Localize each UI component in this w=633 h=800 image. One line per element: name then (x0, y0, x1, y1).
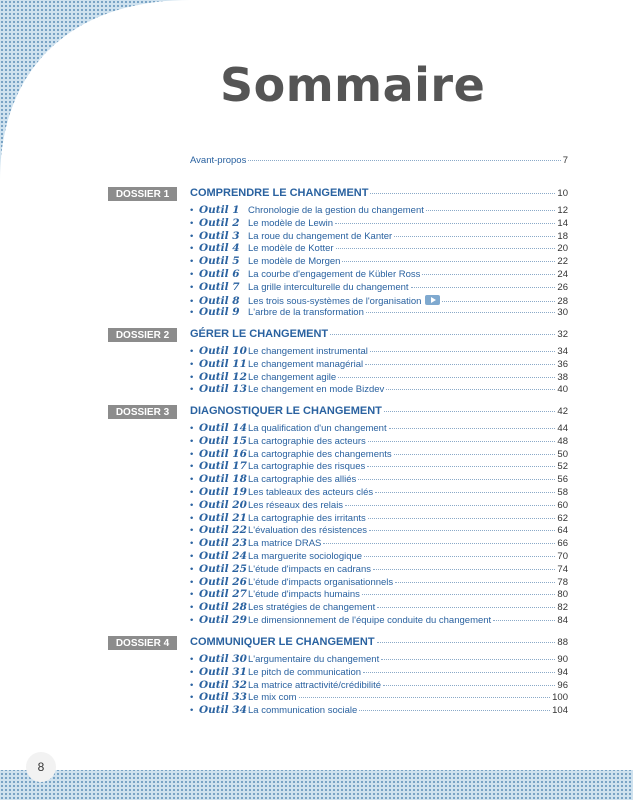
outil-page: 96 (557, 679, 568, 691)
dot-leader (493, 620, 555, 621)
dot-leader (394, 236, 555, 237)
outil-page: 50 (557, 448, 568, 460)
outil-title: L'évaluation des résistences (248, 525, 368, 537)
dot-leader (395, 582, 555, 583)
bullet-icon: • (190, 230, 194, 242)
outil-tag: Outil 22 (199, 524, 247, 537)
bullet-icon: • (190, 307, 194, 319)
outil-page: 52 (557, 461, 568, 473)
outil-tag: Outil 16 (199, 447, 247, 460)
dossier-page: 42 (557, 406, 568, 417)
entry-title: Avant-propos (190, 155, 247, 166)
toc-entry-outil[interactable] (190, 524, 568, 537)
outil-tag: Outil 15 (199, 434, 247, 447)
outil-tag: Outil 33 (199, 691, 247, 704)
dossier-title: COMPRENDRE LE CHANGEMENT (190, 187, 369, 199)
toc-entry-outil[interactable] (190, 601, 568, 614)
toc-entry-outil[interactable] (190, 704, 568, 717)
dot-leader (422, 274, 555, 275)
outil-page: 70 (557, 551, 568, 562)
outil-title: Le changement en mode Bizdev (248, 384, 385, 396)
outil-title: La cartographie des acteurs (248, 435, 366, 447)
toc-entry-outil[interactable] (190, 499, 568, 512)
outil-tag: Outil 20 (199, 498, 247, 511)
outil-title: Le changement agile (248, 371, 337, 383)
outil-title: La roue du changement de Kanter (248, 230, 393, 242)
dot-leader (358, 479, 555, 480)
outil-tag: Outil 28 (199, 601, 247, 614)
bullet-icon: • (190, 654, 194, 665)
dot-leader (384, 411, 556, 412)
toc-entry-outil[interactable] (190, 653, 568, 666)
toc-entry-outil[interactable] (190, 345, 568, 358)
outil-title: Chronologie de la gestion du changement (248, 205, 424, 216)
toc-entry-outil[interactable] (190, 204, 568, 217)
toc-entry-outil[interactable] (190, 435, 568, 448)
dot-leader (368, 441, 556, 442)
outil-title: L'arbre de la transformation (248, 307, 364, 319)
dot-leader (342, 261, 555, 262)
dossier-badge: DOSSIER 4 (108, 636, 177, 650)
outil-page: 64 (557, 525, 568, 537)
toc-entry-outil[interactable] (190, 460, 568, 473)
outil-title: L'étude d'impacts organisationnels (248, 576, 394, 588)
outil-title: La matrice DRAS (248, 538, 322, 550)
bullet-icon: • (190, 346, 194, 357)
outil-title: Le pitch de communication (248, 666, 362, 678)
outil-title: Les réseaux des relais (248, 499, 344, 511)
outil-title: La cartographie des irritants (248, 512, 366, 524)
dossier-title: COMMUNIQUER LE CHANGEMENT (190, 636, 375, 648)
toc-entry-outil[interactable] (190, 371, 568, 384)
toc-entry-outil[interactable] (190, 242, 568, 255)
toc-entry-outil[interactable] (190, 358, 568, 371)
bullet-icon: • (190, 461, 194, 473)
outil-page: 56 (557, 474, 568, 486)
dossier-page: 10 (557, 188, 568, 199)
bullet-icon: • (190, 371, 194, 383)
bullet-icon: • (190, 448, 194, 460)
outil-title: L'étude d'impacts en cadrans (248, 563, 371, 575)
toc-entry-outil[interactable] (190, 666, 568, 679)
outil-title: La grille interculturelle du changement (248, 281, 409, 293)
bullet-icon: • (190, 295, 194, 307)
bullet-icon: • (190, 474, 194, 486)
bullet-icon: • (190, 538, 194, 550)
dot-leader (370, 351, 556, 352)
toc-entry-outil[interactable] (190, 383, 568, 396)
outil-tag: Outil 31 (199, 665, 247, 678)
outil-title: Les tableaux des acteurs clés (248, 487, 374, 498)
dossier-heading[interactable] (190, 328, 568, 342)
dossier-page: 88 (557, 637, 568, 648)
bullet-icon: • (190, 692, 194, 704)
toc-entry-outil[interactable] (190, 486, 568, 499)
toc-entry-outil[interactable] (190, 691, 568, 704)
dot-leader (383, 685, 555, 686)
outil-page: 26 (557, 281, 568, 293)
dossier-title: GÉRER LE CHANGEMENT (190, 328, 329, 340)
toc-entry-outil[interactable] (190, 563, 568, 576)
dot-leader (386, 389, 555, 390)
outil-tag: Outil 6 (199, 268, 240, 280)
outil-tag: Outil 7 (199, 280, 240, 293)
outil-tag: Outil 2 (199, 216, 240, 229)
dot-leader (370, 193, 555, 194)
bullet-icon: • (190, 602, 194, 614)
toc-entry-outil[interactable] (190, 537, 568, 550)
outil-title: Le changement managérial (248, 358, 364, 370)
outil-title: La communication sociale (248, 705, 358, 717)
dot-leader (330, 334, 555, 335)
outil-tag: Outil 4 (199, 242, 240, 255)
toc-entry-outil[interactable] (190, 422, 568, 435)
bullet-icon: • (190, 615, 194, 626)
dossier-heading[interactable] (190, 405, 568, 419)
outil-page: 12 (557, 205, 568, 216)
outil-tag: Outil 29 (199, 614, 247, 626)
toc-entry-avant-propos[interactable] (190, 155, 568, 168)
toc-entry-outil[interactable] (190, 448, 568, 461)
dot-leader (362, 594, 556, 595)
outil-page: 48 (557, 435, 568, 447)
outil-tag: Outil 21 (199, 511, 247, 524)
outil-page: 78 (557, 576, 568, 588)
dot-leader (368, 518, 556, 519)
outil-title: Les trois sous-systèmes de l'organisation (248, 294, 440, 307)
bullet-icon: • (190, 384, 194, 396)
dot-leader (394, 454, 556, 455)
outil-tag: Outil 27 (199, 588, 247, 601)
outil-tag: Outil 13 (199, 383, 247, 396)
outil-tag: Outil 5 (199, 255, 240, 268)
outil-page: 28 (557, 295, 568, 307)
dot-leader (373, 569, 555, 570)
video-play-icon[interactable] (425, 295, 440, 305)
outil-page: 38 (557, 371, 568, 383)
bullet-icon: • (190, 487, 194, 498)
dot-leader (375, 492, 555, 493)
outil-tag: Outil 1 (199, 204, 240, 216)
outil-page: 104 (552, 705, 568, 717)
toc-entry-outil[interactable] (190, 550, 568, 563)
outil-title: Le modèle de Lewin (248, 217, 334, 229)
outil-tag: Outil 3 (199, 229, 240, 242)
dot-leader (335, 223, 555, 224)
outil-tag: Outil 17 (199, 460, 247, 473)
dot-leader (426, 210, 556, 211)
outil-tag: Outil 10 (199, 345, 247, 357)
outil-tag: Outil 18 (199, 473, 247, 486)
toc-entry-outil[interactable] (190, 588, 568, 601)
outil-tag: Outil 19 (199, 486, 247, 498)
outil-page: 90 (557, 654, 568, 665)
dot-leader (336, 248, 556, 249)
toc-entry-outil[interactable] (190, 614, 568, 627)
toc-entry-outil[interactable] (190, 512, 568, 525)
outil-title: L'argumentaire du changement (248, 654, 380, 665)
bullet-icon: • (190, 269, 194, 280)
outil-page: 34 (557, 346, 568, 357)
dot-leader (338, 377, 555, 378)
bullet-icon: • (190, 435, 194, 447)
dot-leader (363, 672, 555, 673)
outil-tag: Outil 8 (199, 294, 240, 307)
outil-title: Le changement instrumental (248, 346, 368, 357)
bullet-icon: • (190, 589, 194, 601)
outil-title: Le modèle de Morgen (248, 256, 341, 268)
outil-page: 20 (557, 243, 568, 255)
entry-page: 7 (562, 155, 568, 166)
outil-page: 60 (557, 499, 568, 511)
bullet-icon: • (190, 256, 194, 268)
outil-page: 14 (557, 217, 568, 229)
dossier-badge: DOSSIER 3 (108, 405, 177, 419)
toc-entry-outil[interactable] (190, 473, 568, 486)
outil-page: 18 (557, 230, 568, 242)
dot-leader (248, 160, 560, 161)
bullet-icon: • (190, 217, 194, 229)
outil-page: 58 (557, 487, 568, 498)
outil-title: Le modèle de Kotter (248, 243, 334, 255)
toc-entry-outil[interactable] (190, 294, 568, 307)
dot-leader (442, 301, 555, 302)
outil-page: 80 (557, 589, 568, 601)
bullet-icon: • (190, 705, 194, 717)
outil-page: 66 (557, 538, 568, 550)
bullet-icon: • (190, 576, 194, 588)
bullet-icon: • (190, 281, 194, 293)
outil-title: Le mix com (248, 692, 297, 704)
toc-entry-outil[interactable] (190, 281, 568, 294)
outil-tag: Outil 32 (199, 678, 247, 691)
outil-title: La marguerite sociologique (248, 551, 363, 562)
bullet-icon: • (190, 551, 194, 562)
dot-leader (365, 364, 555, 365)
bullet-icon: • (190, 358, 194, 370)
outil-tag: Outil 25 (199, 562, 247, 575)
outil-page: 62 (557, 512, 568, 524)
dot-leader (369, 530, 555, 531)
dot-leader (389, 428, 556, 429)
dot-leader (367, 466, 555, 467)
outil-tag: Outil 24 (199, 550, 247, 562)
outil-tag: Outil 11 (199, 357, 247, 370)
toc-entry-outil[interactable] (190, 255, 568, 268)
bullet-icon: • (190, 499, 194, 511)
outil-title: La cartographie des alliés (248, 474, 357, 486)
dot-leader (323, 543, 555, 544)
outil-title: La qualification d'un changement (248, 423, 387, 434)
page-title: Sommaire (220, 58, 486, 112)
outil-page: 84 (557, 615, 568, 626)
dot-leader (377, 607, 555, 608)
bullet-icon: • (190, 679, 194, 691)
dot-leader (359, 710, 550, 711)
toc-entry-outil[interactable] (190, 576, 568, 589)
outil-title: L'étude d'impacts humains (248, 589, 360, 601)
page-number: 8 (26, 752, 56, 782)
outil-page: 74 (557, 563, 568, 575)
dossier-page: 32 (557, 329, 568, 340)
dot-leader (366, 312, 556, 313)
toc-entry-outil[interactable] (190, 306, 568, 319)
outil-page: 30 (557, 307, 568, 319)
dot-leader (345, 505, 555, 506)
outil-tag: Outil 9 (199, 306, 240, 319)
bullet-icon: • (190, 243, 194, 255)
dot-leader (381, 659, 555, 660)
outil-title: La cartographie des risques (248, 461, 366, 473)
outil-page: 24 (557, 269, 568, 280)
dot-leader (364, 556, 555, 557)
bullet-icon: • (190, 205, 194, 216)
outil-page: 36 (557, 358, 568, 370)
outil-page: 94 (557, 666, 568, 678)
outil-tag: Outil 23 (199, 537, 247, 550)
toc-entry-outil[interactable] (190, 268, 568, 281)
toc-entry-outil[interactable] (190, 230, 568, 243)
dossier-heading[interactable] (190, 636, 568, 650)
outil-title: Les stratégies de changement (248, 602, 376, 614)
outil-page: 100 (552, 692, 568, 704)
bullet-icon: • (190, 525, 194, 537)
outil-page: 40 (557, 384, 568, 396)
outil-page: 82 (557, 602, 568, 614)
outil-title: La matrice attractivité/crédibilité (248, 679, 382, 691)
outil-tag: Outil 12 (199, 370, 247, 383)
dossier-badge: DOSSIER 2 (108, 328, 177, 342)
dot-leader (299, 697, 551, 698)
outil-title: La cartographie des changements (248, 448, 392, 460)
outil-tag: Outil 14 (199, 422, 247, 434)
outil-title: La courbe d'engagement de Kübler Ross (248, 269, 421, 280)
outil-tag: Outil 30 (199, 653, 247, 665)
outil-title: Le dimensionnement de l'équipe conduite du changement (248, 615, 492, 626)
dossier-title: DIAGNOSTIQUER LE CHANGEMENT (190, 405, 382, 417)
bullet-icon: • (190, 423, 194, 434)
outil-tag: Outil 34 (199, 704, 247, 717)
dossier-badge: DOSSIER 1 (108, 187, 177, 201)
dot-leader (377, 642, 556, 643)
bullet-icon: • (190, 563, 194, 575)
toc-entry-outil[interactable] (190, 679, 568, 692)
bullet-icon: • (190, 666, 194, 678)
bullet-icon: • (190, 512, 194, 524)
dossier-heading[interactable] (190, 187, 568, 201)
toc-entry-outil[interactable] (190, 217, 568, 230)
outil-tag: Outil 26 (199, 575, 247, 588)
dot-leader (411, 287, 556, 288)
outil-page: 44 (557, 423, 568, 434)
outil-page: 22 (557, 256, 568, 268)
